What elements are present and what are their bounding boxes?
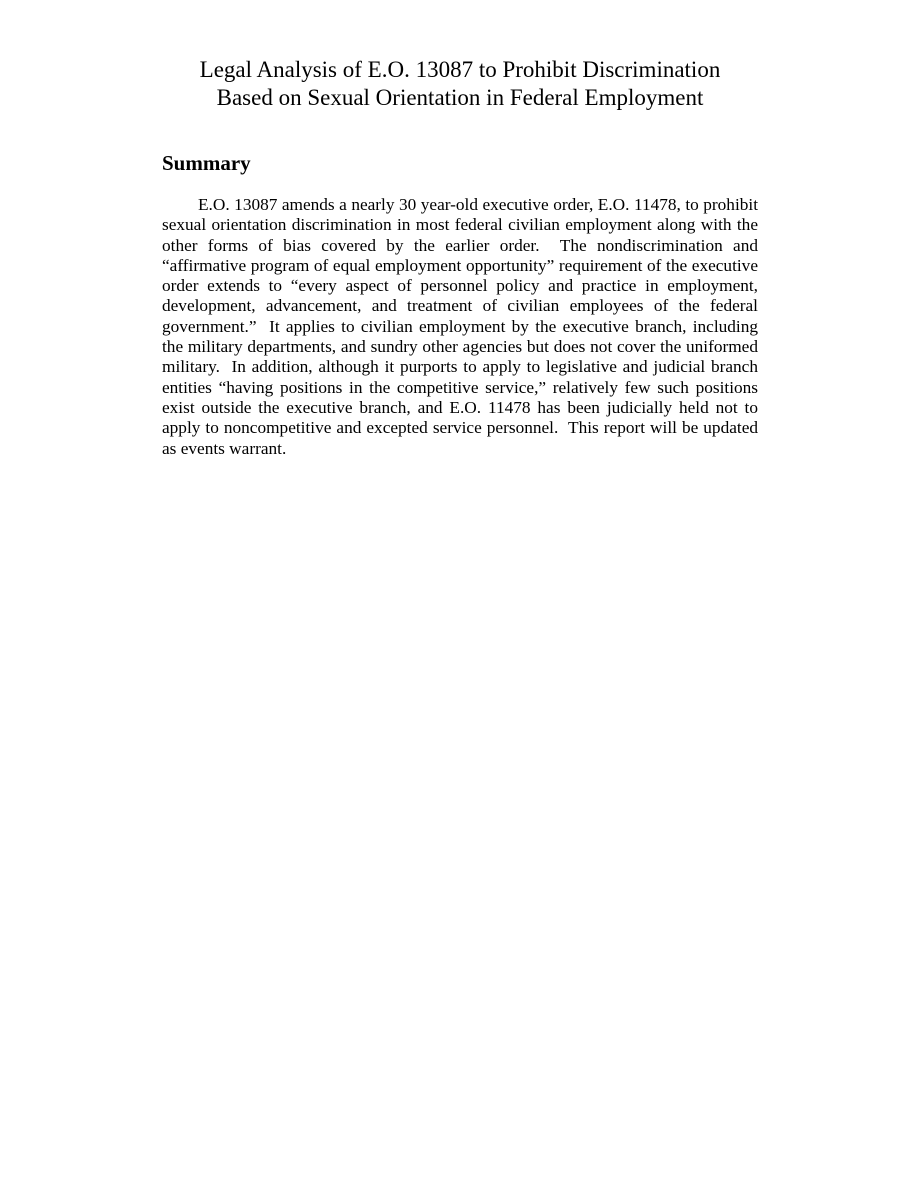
title-line-1: Legal Analysis of E.O. 13087 to Prohibit Discrimination <box>199 57 721 82</box>
summary-heading: Summary <box>162 151 251 175</box>
summary-paragraph: E.O. 13087 amends a nearly 30 year-old executive order, E.O. 11478, to prohibit sexual orientation discrimination in most federal civilian employment along with the other forms of bias covered by the earlier order. The nondiscrimination and “affirmative program of equal employment opportunity” requirement of the executive order extends to “every aspect of personnel policy and practice in employment, development, advancement, and treatment of civilian employees of the federal government.” It applies to civilian employment by the executive branch, including the military departments, and sundry other agencies but does not cover the uniformed military. In addition, although it purports to apply to legislative and judicial branch entities “having positions in the competitive service,” relatively few such positions exist outside the executive branch, and E.O. 11478 has been judicially held not to apply to noncompetitive and excepted service personnel. This report will be updated as events warrant. <box>162 195 763 458</box>
title-line-2: Based on Sexual Orientation in Federal Employment <box>216 85 704 110</box>
document-title <box>140 56 780 112</box>
